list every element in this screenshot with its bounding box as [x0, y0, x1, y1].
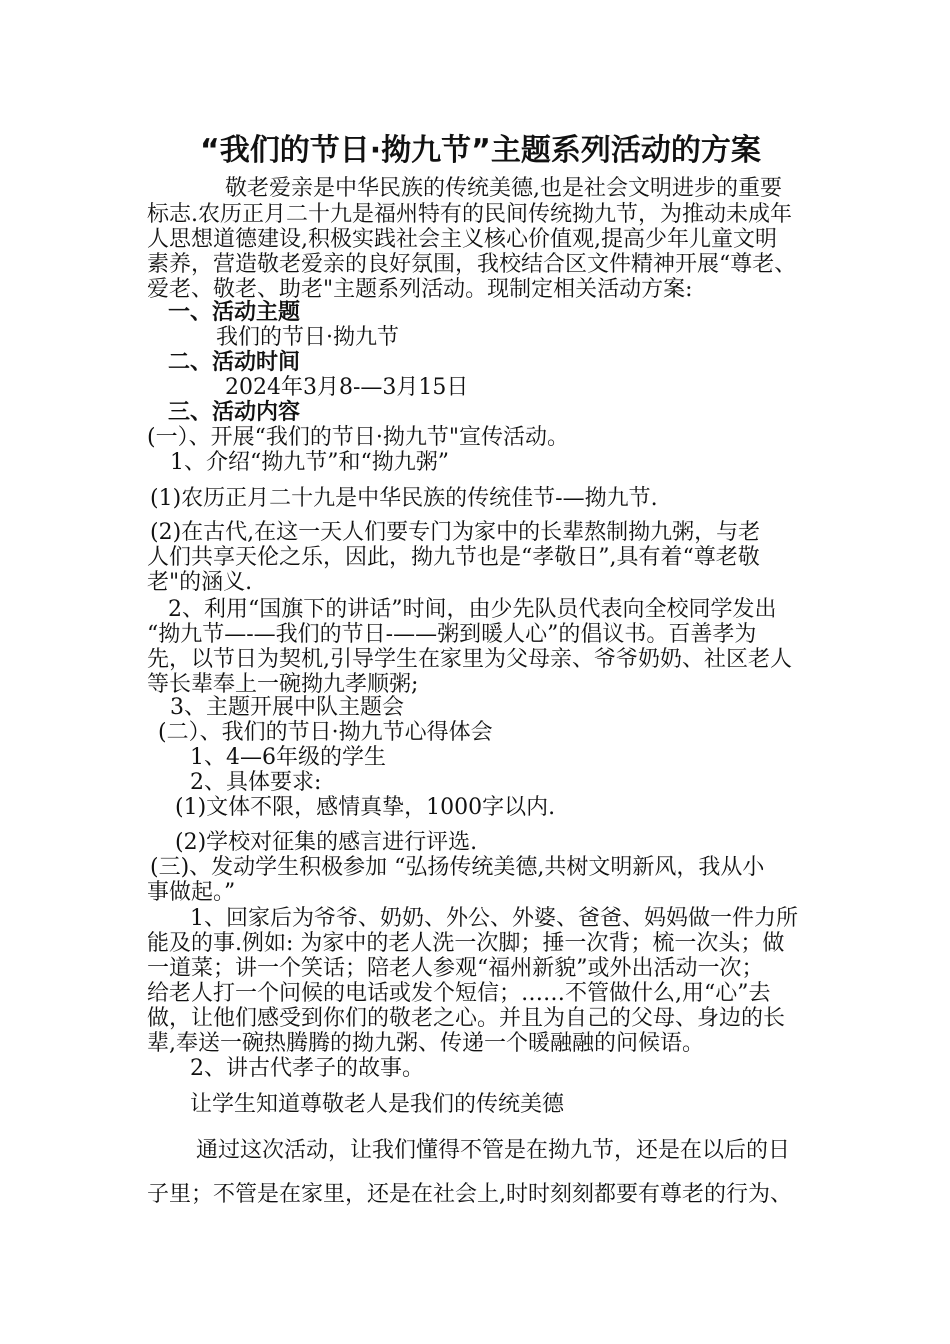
paragraph-line: 2、讲古代孝子的故事。 [190, 1056, 424, 1081]
paragraph-line: 给老人打一个问候的电话或发个短信；……不管做什么,用“心”去 [147, 981, 771, 1006]
paragraph-line: 人们共享天伦之乐，因此，拗九节也是“孝敬日”,具有着“尊老敬 [147, 545, 760, 570]
paragraph-line: 能及的事.例如: 为家中的老人洗一次脚；捶一次背；梳一次头；做 [147, 931, 785, 956]
paragraph-line: 子里；不管是在家里，还是在社会上,时时刻刻都要有尊老的行为、 [147, 1182, 792, 1207]
paragraph-line: 标志.农历正月二十九是福州特有的民间传统拗九节，为推动未成年 [147, 202, 792, 227]
paragraph-line: 1、回家后为爷爷、奶奶、外公、外婆、爸爸、妈妈做一件力所 [190, 906, 798, 931]
paragraph-line: 1、介绍“拗九节”和“拗九粥” [170, 450, 449, 475]
paragraph-line: 通过这次活动，让我们懂得不管是在拗九节，还是在以后的日 [196, 1138, 791, 1163]
document-title: “我们的节日·拗九节”主题系列活动的方案 [200, 133, 761, 168]
paragraph-line: (一）、开展“我们的节日·拗九节"宣传活动。 [147, 425, 569, 450]
paragraph-line: (2)在古代,在这一天人们要专门为家中的长辈熬制拗九粥，与老 [150, 520, 761, 545]
section-heading: 一、活动主题 [168, 300, 301, 325]
paragraph-line: 做，让他们感受到你们的敬老之心。并且为自己的父母、身边的长 [147, 1006, 786, 1031]
paragraph-line: 等长辈奉上一碗拗九孝顺粥; [147, 672, 419, 697]
paragraph-line: 3、主题开展中队主题会 [170, 695, 404, 720]
section-heading: 三、活动内容 [168, 400, 301, 425]
paragraph-line: 辈,奉送一碗热腾腾的拗九粥、传递一个暖融融的问候语。 [147, 1031, 704, 1056]
paragraph-line: 事做起。” [147, 880, 236, 905]
paragraph-line: (三)、发动学生积极参加 “弘扬传统美德,共树文明新风，我从小 [150, 855, 765, 880]
paragraph-line: 2、具体要求: [190, 770, 322, 795]
paragraph-line: (2)学校对征集的感言进行评选. [175, 830, 478, 855]
paragraph-line: 爱老、敬老、助老"主题系列活动。现制定相关活动方案: [147, 277, 693, 302]
paragraph-line: (二）、我们的节日·拗九节心得体会 [158, 720, 493, 745]
paragraph-line: 2024年3月8-—3月15日 [225, 375, 469, 400]
paragraph-line: 1、4—6年级的学生 [190, 745, 386, 770]
paragraph-line: 先，以节日为契机,引导学生在家里为父母亲、爷爷奶奶、社区老人 [147, 647, 792, 672]
paragraph-line: “拗九节—-—我们的节日-——粥到暖人心”的倡议书。百善孝为 [147, 622, 757, 647]
paragraph-line: 素养，营造敬老爱亲的良好氛围，我校结合区文件精神开展“尊老、 [147, 252, 797, 277]
paragraph-line: (1)文体不限，感情真挚，1000字以内. [175, 795, 556, 820]
paragraph-line: 敬老爱亲是中华民族的传统美德,也是社会文明进步的重要 [225, 176, 782, 201]
section-heading: 二、活动时间 [168, 350, 301, 375]
paragraph-line: 我们的节日·拗九节 [216, 325, 399, 350]
paragraph-line: 2、利用“国旗下的讲话”时间，由少先队员代表向全校同学发出 [168, 597, 777, 622]
paragraph-line: 老"的涵义. [147, 570, 253, 595]
paragraph-line: 让学生知道尊敬老人是我们的传统美德 [190, 1092, 565, 1117]
paragraph-line: 一道菜；讲一个笑话；陪老人参观“福州新貌”或外出活动一次； [147, 956, 764, 981]
paragraph-line: 人思想道德建设,积极实践社会主义核心价值观,提高少年儿童文明 [147, 227, 777, 252]
paragraph-line: (1)农历正月二十九是中华民族的传统佳节-—拗九节. [150, 486, 658, 511]
